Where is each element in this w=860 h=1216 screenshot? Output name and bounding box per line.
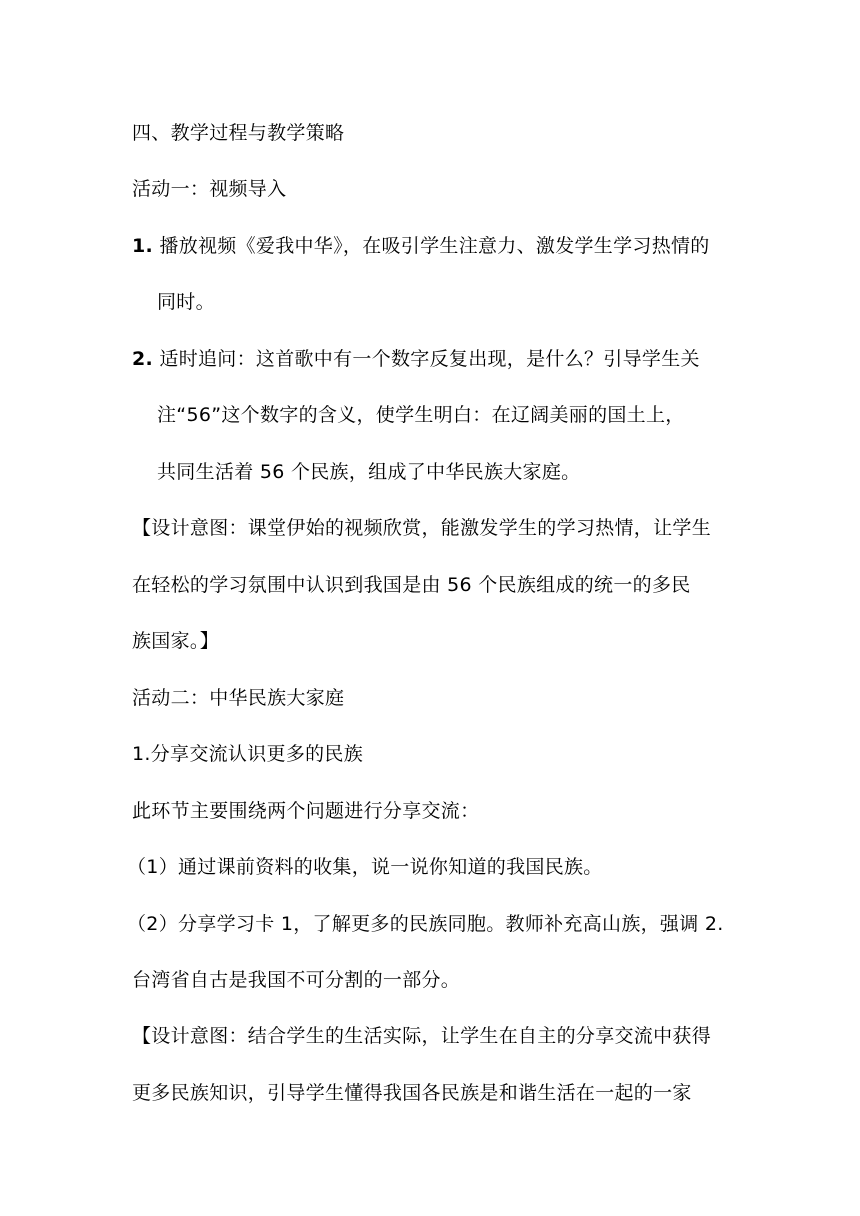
activity1-item2-line3: 共同生活着 56 个民族，组成了中华民族大家庭。	[157, 461, 581, 483]
activity1-item2-line1	[132, 347, 700, 371]
list-text: 适时追问：这首歌中有一个数字反复出现，是什么？引导学生关	[159, 348, 700, 370]
activity1-item1-line1	[132, 234, 710, 258]
activity2-intro: 此环节主要围绕两个问题进行分享交流：	[132, 800, 480, 822]
activity2-question-1: （1）通过课前资料的收集，说一说你知道的我国民族。	[127, 856, 603, 878]
activity2-title: 活动二：中华民族大家庭	[132, 687, 345, 709]
list-number: 1.	[132, 235, 154, 257]
activity1-title: 活动一：视频导入	[132, 178, 287, 200]
activity2-question-2-line2: 台湾省自古是我国不可分割的一部分。	[132, 969, 461, 991]
activity2-design-intent-line1: 【设计意图：结合学生的生活实际，让学生在自主的分享交流中获得	[132, 1025, 712, 1047]
activity1-item2-line2: 注“56”这个数字的含义，使学生明白：在辽阔美丽的国土上，	[157, 404, 685, 426]
activity1-item1-line2: 同时。	[157, 291, 215, 313]
activity1-design-intent-line1: 【设计意图：课堂伊始的视频欣赏，能激发学生的学习热情，让学生	[132, 517, 712, 539]
activity1-design-intent-line3: 族国家。】	[132, 630, 220, 652]
list-text: 播放视频《爱我中华》，在吸引学生注意力、激发学生学习热情的	[159, 235, 710, 257]
section-heading: 四、教学过程与教学策略	[132, 122, 345, 144]
activity2-subheading: 1.分享交流认识更多的民族	[132, 743, 364, 765]
activity2-design-intent-line2: 更多民族知识，引导学生懂得我国各民族是和谐生活在一起的一家	[132, 1082, 692, 1104]
activity1-design-intent-line2: 在轻松的学习氛围中认识到我国是由 56 个民族组成的统一的多民	[132, 574, 691, 596]
list-number: 2.	[132, 348, 154, 370]
activity2-question-2-line1: （2）分享学习卡 1，了解更多的民族同胞。教师补充高山族，强调 2.	[127, 913, 724, 935]
